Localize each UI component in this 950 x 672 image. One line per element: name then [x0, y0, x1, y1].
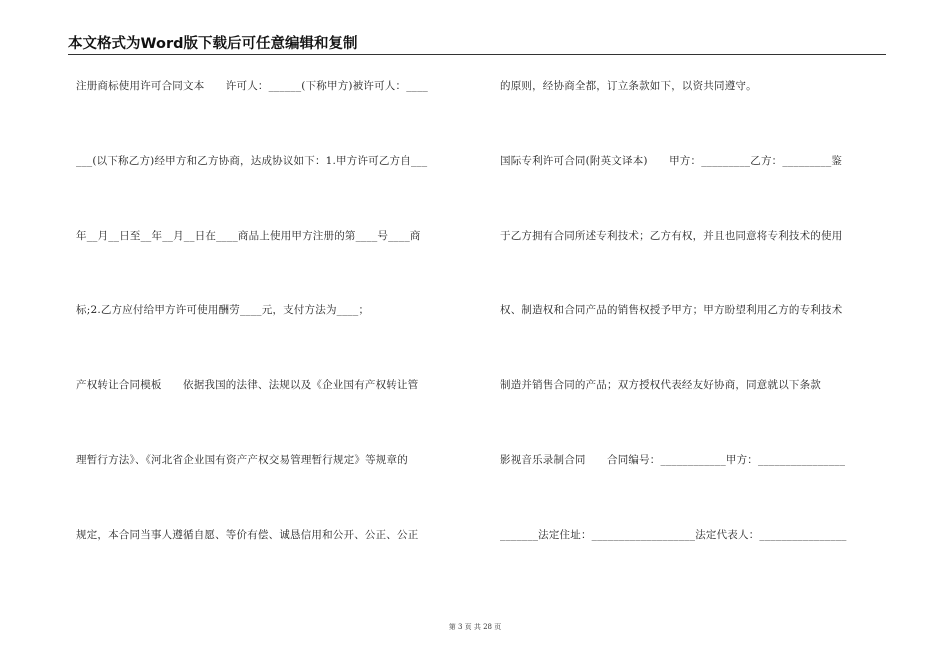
text-line: 制造并销售合同的产品；双方授权代表经友好协商，同意就以下条款	[500, 379, 821, 391]
text-line: 标;2.乙方应付给甲方许可使用酬劳____元，支付方法为____；	[76, 304, 370, 316]
text-line: 年__月__日至__年__月__日在____商品上使用甲方注册的第____号____商	[76, 230, 421, 242]
text-line: ___(以下称乙方)经甲方和乙方协商，达成协议如下：1.甲方许可乙方自___	[76, 155, 428, 167]
text-line: 影视音乐录制合同 合同编号：____________甲方：________________	[500, 454, 846, 466]
document-header	[68, 34, 886, 55]
text-line: 国际专利许可合同(附英文译本) 甲方：_________乙方：_________鉴	[500, 155, 843, 167]
text-line: 规定，本合同当事人遵循自愿、等价有偿、诚恳信用和公开、公正、公正	[76, 529, 419, 541]
text-line: 的原则，经协商全都，订立条款如下，以资共同遵守。	[500, 80, 757, 92]
text-line: _______法定住址：___________________法定代表人：________________	[500, 529, 847, 541]
text-line: 于乙方拥有合同所述专利技术；乙方有权，并且也同意将专利技术的使用	[500, 230, 843, 242]
text-line: 权、制造权和合同产品的销售权授予甲方；甲方盼望利用乙方的专利技术	[500, 304, 843, 316]
header-title: 本文格式为Word版下载后可任意编辑和复制	[68, 36, 358, 52]
page-number: 第 3 页 共 28 页	[448, 623, 502, 631]
text-line: 注册商标使用许可合同文本 许可人：______(下称甲方)被许可人：____	[76, 80, 428, 92]
text-line: 理暂行方法》、《河北省企业国有资产产权交易管理暂行规定》等规章的	[76, 454, 408, 466]
text-line: 产权转让合同模板 依据我国的法律、法规以及《企业国有产权转让管	[76, 379, 419, 391]
